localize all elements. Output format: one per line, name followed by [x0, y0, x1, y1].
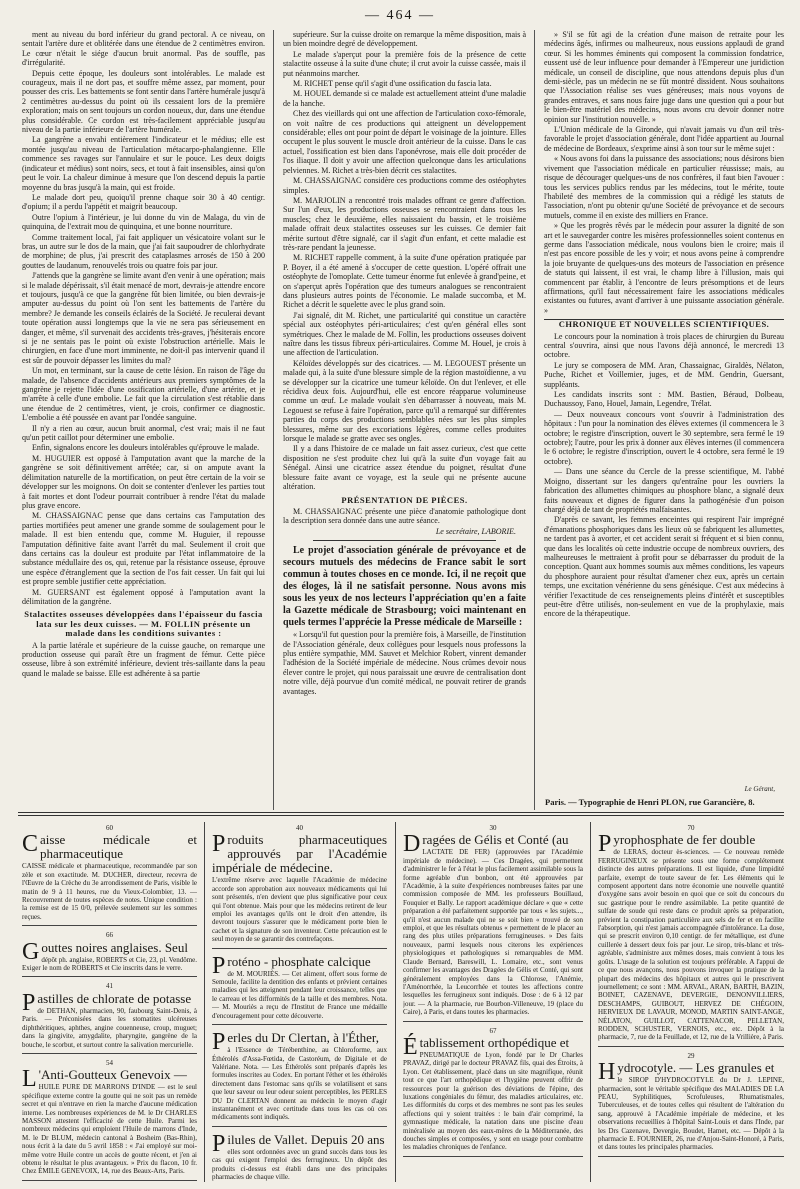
- ad-initial: P: [598, 831, 612, 858]
- paragraph: Le malade s'aperçut pour la première fois de la présence de cette stalactite osseuse à la suite d'une chute; il crut avoir la cuisse cassée, mais il put néanmoins marcher.: [283, 49, 526, 78]
- ad-title: [212, 1029, 387, 1056]
- column-2: [283, 30, 526, 805]
- column-divider: [534, 30, 535, 810]
- paragraph: Chez des vieillards qui ont une affection de l'articulation coxo-fémorale, on voit naître de ces productions qui atteignent un développement considérable; elles ont pour point de départ le voisinage de la jointure. Elles occupent le plus souvent le muscle droit antérieur de la cuisse. Dans le cas actuel, l'ossification est bien dans l'aponévrose, mais elle doit procéder de l'os iliaque. Il doit y avoir une affection quelconque dans les articulations pelviennes. M. Richet a très-bien décrit ces stalactites.: [283, 109, 526, 175]
- ad-initial: P: [212, 1029, 226, 1056]
- paragraph: Le malade dort peu, quoiqu'il prenne chaque soir 30 à 40 centigr. d'opium; il a perdu l'appétit et maigrit beaucoup.: [22, 192, 265, 212]
- ad-body: CAISSE médicale et pharmaceutique, recommandée par son zèle et son exactitude. M. DUCHER, directeur, recevra de l'Œuvre de la Crèche du 3e arrondissement de Paris, visible le matin de 9 à 11 heures, rue du Vieux-Colombier, 13. — Recouvrement de toutes espèces de notes. Unique condition : la remise est de 15 0/0, prélevée seulement sur les sommes reçues.: [22, 862, 197, 921]
- paragraph: Depuis cette époque, les douleurs sont intolérables. Le malade est courageux, mais il ne dort pas, et souffre même assez, par moment, pour pousser des cris. Les battements se font sentir dans l'artère humérale jusqu'à 2 centimètres au-dessus du point où ils cessaient lors de la première exploration; mais on sent toujours un cordon noueux, dur, dans une étendue plus considérable. Ce cordon est très-facilement appréciable jusqu'au niveau de la partie inférieure de l'artère humérale.: [22, 68, 265, 135]
- ad-initial: P: [212, 952, 226, 979]
- paragraph: M. RICHET pense qu'il s'agit d'une ossification du fascia lata.: [293, 79, 492, 89]
- ad-title-text: aisse médicale et pharmaceutique: [40, 832, 197, 862]
- ad-initial: L: [22, 1066, 37, 1093]
- ad-title: [212, 833, 387, 875]
- paragraph: La gangrène a envahi entièrement l'indicateur et le médius; elle est montée jusqu'au niveau de l'articulation métacarpo-phalangienne. Elle commence ses ravages sur l'annulaire et sur le pouce. Les deux doigts (indicateur et médius) sont noirs, secs, et tout à fait insensibles, ainsi qu'on peut le voir. La chaleur diminue à mesure que l'on descend depuis la partie moyenne du bras jusqu'à la main, qui est froide.: [22, 135, 265, 192]
- ads-top-rule: [18, 815, 784, 816]
- paragraph: M. CHASSAIGNAC présente une pièce d'anatomie pathologique dont la description sera donnée dans une autre séance.: [283, 506, 526, 526]
- page-number: — 464 —: [365, 8, 435, 23]
- ad-title-text: ilules de Vallet. Depuis 20 ans: [227, 1131, 385, 1147]
- chronicle-heading: CHRONIQUE ET NOUVELLES SCIENTIFIQUES.: [544, 319, 784, 329]
- paragraph: A la partie latérale et supérieure de la cuisse gauche, on remarque une production osseuse qui paraît être un fragment de fémur. Cette pièce osseuse, libre à son extrémité inférieure, devient très-saillante dans la peau quand le malade se baisse. Elle est adhérente à sa partie: [22, 640, 265, 678]
- ad-title: [403, 1033, 583, 1060]
- paragraph: Il y a dans l'histoire de ce malade un fait assez curieux, c'est que cette disposition ne s'est produite chez lui qu'à la suite d'un voyage fait au Sénégal. Ainsi une cicatrice assez étendue du poignet, résultat d'une blessure faite avant ce voyage, est la seule qui ne présente aucune altération.: [283, 444, 526, 492]
- ad-body: de LERAS, docteur ès-sciences. — Ce nouveau remède FERRUGINEUX se présente sous une forme complétement distincte des autres préparations. Il est liquide, d'une limpidité parfaite, exempt de toute saveur de fer. Les éléments qui le composent apportent dans notre économie une nouvelle quantité d'oxygène sans avoir besoin en quoi que ce soit du concours du suc gastrique pour le rendre assimilable. La petite quantité de sulfate de soude qui reste dans ce produit après sa préparation, prévient la constipation particulière aux sels de fer et en facilite l'absorption, qui n'est jamais accompagnée d'intolérance. La dose, qui se prescrit environ 0,10 centigr. de fer métallique, est d'une cuillerée à dessert deux fois par jour. Le sirop, très-blanc et très-agréable, s'administre aux mêmes doses, mais convient à tous les goûts. L'usage de la solution est toujours préférable. A l'appui de ce que nous avançons, nous pouvons invoquer la pratique de la plupart des médecins des hôpitaux et autres qui le prescrivent journellement; ce sont : MM. ARVAL, ARAN, BARTH, BAZIN, BOINET, CAZENAVE, DEVERGIE, DENONVILLIERS, DESCHAMPS, GUIBOUT, HERVEZ DE CHÉGOIN, HERVIEUX DE LAVAUR, MONOD, MARTIN SAINT-ANGE, NÉLATON, GUILLOT, CATTENACOR, PELLETAN, RODDEN, SCHUSTER, VERNOIS, etc., etc. Dépôt à la pharmacie, 7, rue de la Feuillade, et 12, rue de la Vrillière, à Paris.: [598, 848, 784, 1042]
- ad-title: [212, 952, 387, 979]
- ad-body: LACTATE DE FER) (approuvées par l'Académie impériale de médecine). — Ces Dragées, qui permettent d'administrer le fer à l'état le plus facilement assimilable sous la forme agréable d'un bonbon, ont été approuvées par l'Académie, à la suite d'expériences nombreuses faites par une commission composée de MM. les professeurs Bouillaud, Fouquier et Bally. Le rapport académique déclare « que « cette préparation a été parfaitement supportée par tous « les sujets..., qu'il n'est aucun malade qui ne se soit bien « trouvé de son emploi, et que les résultats obtenus « permettent de le placer au rang des plus utiles préparations ferrugineuses. » Des faits nouveaux, parmi lesquels nous citerons les expériences physiologiques et pathologiques si remarquables de MM. Claude Bernard, Bareswill, L. Lomaire, etc., sont venus confirmer les avantages des Dragées de Gélis et Conté, qui sont généralement employées dans la Chlorose, l'Anémie, l'Aménorrhée, la Leucorrhée et toutes les affections contre lesquelles les ferrugineux sont indiqués. Dose : de 6 à 12 par jour. — A la pharmacie, rue Bourbon-Villeneuve, 19 (place du Caire), à Paris, et dans toutes les pharmacies.: [403, 848, 583, 1017]
- advertisement: [403, 1025, 583, 1157]
- paragraph: M. CHASSAIGNAC considère ces productions comme des ostéophytes simples.: [283, 176, 526, 195]
- ad-title: [598, 1059, 784, 1086]
- ad-title-text: astilles de chlorate de potasse: [37, 990, 192, 1006]
- ad-number: 41: [106, 982, 113, 991]
- advertisement: [212, 822, 387, 949]
- ad-initial: C: [22, 831, 39, 858]
- ad-title-text: tablissement orthopédique et: [419, 1034, 570, 1050]
- secretary-signature: Le secrétaire, LABORIE.: [435, 526, 516, 536]
- paragraph: Il n'y a rien au cœur, aucun bruit anormal, c'est vrai; mais il ne faut qu'un petit caillot pour déterminer une embolie.: [22, 423, 265, 443]
- paragraph: L'Union médicale de la Gironde, qui n'avait jamais vu d'un œil très-favorable le projet d'association générale, dont l'idée appartient au Journal de médecine de Bordeaux, s'exprime ainsi à son tour sur le même sujet :: [544, 125, 784, 153]
- ad-title-text: erles du Dr Clertan, à l'Éther,: [227, 1030, 379, 1046]
- ads-column-1: [22, 822, 197, 1182]
- manager-signature: Le Gérant,: [744, 785, 775, 793]
- paragraph: Comme traitement local, j'ai fait appliquer un vésicatoire volant sur le bras, un autre sur le dos de la main, que j'ai fait saupoudrer de chlorhydrate de morphine; de plus, j'ai prescrit des cataplasmes arrosés de 150 à 200 gouttes de laudanum, renouvelés trois ou quatre fois par jour.: [22, 232, 265, 270]
- ads-top-rule: [18, 812, 784, 813]
- ads-column-3: [403, 822, 583, 1182]
- column-3: [544, 30, 784, 805]
- paragraph: Kéloïdes développés sur des cicatrices. — M. LEGOUEST présente un malade qui, à la suite d'une blessure simple de la région mastoïdienne, a vu se développer sur la cicatrice une tumeur kéloïde. On dut l'enlever, et elle récidiva deux fois. Aujourd'hui, elle est encore réapparue volumineuse comme un œuf. Le malade voulait s'en débarrasser à nouveau, mais M. Legouest se refuse à faire l'opération, parce qu'il a remarqué sur différentes parties du corps des productions semblables nées sur les plus simples blessures, même sur des excoriations légères, comme celles produites lorsque le malade se gratte avec ses ongles.: [283, 358, 526, 444]
- paragraph: ment au niveau du bord inférieur du grand pectoral. A ce niveau, on sentait l'artère dure et oblitérée dans une étendue de 2 centimètres environ. Le cœur n'était le siége d'aucun bruit anormal. Pas de souffle, pas d'irrégularité.: [22, 30, 265, 68]
- ad-number: 60: [106, 824, 113, 832]
- advertisement: [22, 980, 197, 1053]
- ad-initial: D: [403, 831, 421, 858]
- ad-title: [598, 831, 784, 858]
- ad-body: dépôt ph. anglaise, ROBERTS et Cie, 23, pl. Vendôme. Exiger le nom de ROBERTS et Cie inscrits dans le verre.: [22, 955, 197, 973]
- advertisement: [212, 952, 387, 1025]
- advertisement: [403, 822, 583, 1022]
- news-paragraph: Le concours pour la nomination à trois places de chirurgien du Bureau central s'ouvrira, ainsi que nous l'avons déjà annoncé, le mercredi 13 octobre.: [544, 331, 784, 360]
- ad-number: 66: [106, 931, 113, 940]
- news-paragraph: — Deux nouveaux concours vont s'ouvrir à l'administration des hôpitaux : l'un pour la nomination des élèves externes (il commencera le 3 octobre; le registre d'inscription, ouvert le 30 septembre, sera fermé le 19 octobre); l'autre, pour les prix à donner aux élèves internes (il commencera le 6 octobre; le registre d'inscription, ouvert le 4 octobre, sera fermé le 19 octobre).: [544, 409, 784, 466]
- ad-number: 54: [106, 1058, 113, 1067]
- paragraph: Un mot, en terminant, sur la cause de cette lésion. En raison de l'âge du malade, de l'absence d'accidents antérieurs aux premiers symptômes de la gangrène je rejette l'idée d'une ossification artérielle, d'une artérite, et je m'arrête à celle d'une embolie. Le fait que la circulation s'est rétablie dans une étendue de 2 centimètres, vient, je crois, confirmer ce diagnostic. L'embolie a été poussée en avant par l'ondée sanguine.: [22, 366, 265, 423]
- paragraph: J'attends que la gangrène se limite avant d'en venir à une opération; mais si le malade dépérissait, s'il était menacé de mort, devrais-je attendre encore et toujours, jusqu'à ce que la gangrène fût bien limitée, ou bien devrais-je amputer au-dessus du point où l'on sent les battements de l'artère du membre? Je demande les conseils éclairés de la Société. Je reculerai devant toute opération aussi longtemps que la vie ne sera pas sérieusement en danger, et même, s'il survenait des accidents très-graves, j'hésiterais encore si je ne sentais pas le point où existe l'obstruction artérielle. Mais le chirurgien, en face d'une mort imminente, ne doit-il pas intervenir quand il est sûr de pouvoir dépasser les limites du mal?: [22, 271, 265, 365]
- news-paragraph: D'après ce savant, les femmes enceintes qui respirent l'air imprégné d'émanations phosphoriques dans les lieux où se fabriquent les allumettes, ne tardent pas à avorter, et cet accident serait si fréquent et si bien connu, que dans les localités où cette industrie occupe de nombreux ouvriers, des malheureuses le mettraient à profit pour se débarrasser du produit de la conception. Quant aux hommes soumis aux mêmes conditions, les vapeurs du phosphore auraient pour résultat d'amener chez eux, après un certain temps, une excitation vénérienne du sens génésique. C'est aux médecins à vérifier l'exactitude de ces renseignements pleins d'intérêt et susceptibles peut-être d'être utilisés, non-seulement en vue de la prophylaxie, mais encore de la thérapeutique.: [544, 515, 784, 619]
- ad-initial: H: [598, 1059, 616, 1086]
- ad-body: de M. MOURIÈS. — Cet aliment, offert sous forme de Semoule, facilite la dentition des enfants et prévient certaines maladies qui les atteignent pendant leur croissance, telles que le carreau et les difformités de la taille et des membres. Nota. — M. Mouriès a reçu de l'Institut de France une médaille d'encouragement pour cette découverte.: [212, 969, 387, 1020]
- paragraph: « Nous avons foi dans la puissance des associations; nous désirons bien vivement que l'association médicale en particulier réussisse; mais, au risque de décourager quelques-uns de nos confrères, il faut bien l'avouer : tous les services publics rendus par les médecins, tout le mérite, toute l'habileté des membres de la commission qui a rédigé les statuts de l'association, n'ont pu obtenir qu'une Société de prévoyance et de secours mutuels, comme il en existe des milliers en France.: [544, 154, 784, 220]
- ad-body: PNEUMATIQUE de Lyon, fondé par le Dr Charles PRAVAZ, dirigé par le docteur PRAVAZ fils, quai des Étroits, à Lyon. Cet établissement, placé dans un site magnifique, réunit tout ce que l'art orthopédique et l'hygiène peuvent offrir de ressources pour la guérison des déviations de l'épine, des luxations congéniales du fémur, des maladies articulaires, etc. Les difformités du corps et des membres ne sont pas les seules affections qui y soient traitées : le bain d'air comprimé, la gymnastique médicale, la natation dans une piscine d'eau minéralisée au moyen des eaux-mères de la Méditerranée, des douches simples et composées, y sont en usage pour combattre les maladies chroniques de l'enfance.: [403, 1050, 583, 1152]
- separator-rule: [313, 540, 496, 541]
- paragraph: M. HOUEL demande si ce malade est actuellement atteint d'une maladie de la hanche.: [283, 89, 526, 108]
- ad-initial: G: [22, 938, 40, 965]
- ad-number: 70: [687, 824, 695, 832]
- column-divider: [273, 30, 274, 810]
- ad-title: [403, 831, 583, 858]
- ads-divider: [204, 822, 205, 1182]
- ad-number: 30: [489, 824, 497, 832]
- ad-body: L'extrême réserve avec laquelle l'Académie de médecine accorde son approbation aux nouveaux médicaments qui lui sont présentés, n'en devient que plus significative pour ceux qui l'ont obtenue. Mais pour que les médecins retirent de leur emploi les avantages qu'ils ont le droit d'en attendre, ils devront toujours s'assurer que le médicament porte bien le cachet et la signature de son inventeur. Cette précaution est le seul moyen de se garantir des contrefaçons.: [212, 876, 387, 944]
- ad-number: 67: [489, 1026, 497, 1035]
- paragraph: Enfin, signalons encore les douleurs intolérables qu'éprouve le malade.: [32, 443, 260, 453]
- advertisement: [598, 822, 784, 1047]
- ad-body: HUILE PURE DE MARRONS D'INDE — est le seul spécifique externe contre la goutte qui ne soit pas un remède secret et qui n'entrave en rien la marche d'aucune médication interne. Les nombreuses expériences de M. le Dr CHARLES MASSON attestent l'efficacité de cette Huile. Parmi les nombreux médecins qui emploient l'Huile de marrons d'Inde, M. le Dr BLUM, médecin cantonal à Bosheim (Bas-Rhin), nous écrit à la date du 5 avril 1858 : « J'ai employé sur moi-même votre Huile contre un accès de goutte récent, et j'en ai obtenu le résultat le plus avantageux. » Prix du flacon, 10 fr. Chez ÉMILE GENEVOIX, 14, rue des Beaux-Arts, Paris.: [22, 1083, 197, 1176]
- printer-line: Paris. — Typographie de Henri PLON, rue Garancière, 8.: [545, 797, 755, 807]
- ad-title-text: roduits pharmaceutiques approuvés par l'Académie impériale de médecine.: [212, 832, 387, 876]
- news-paragraph: Le jury se composera de MM. Aran, Chassaignac, Giraldès, Nélaton, Puche, Richet et Voillemier, juges, et de MM. Gendrin, Guersant, suppléants.: [544, 360, 784, 389]
- paragraph: » Que les progrès rêvés par le médecin pour assurer la dignité de son art et le sauvegarder contre les misères professionnelles soient contenus en germe dans l'association médicale, nous voulons bien le croire; mais il n'est pas encore possible de les y voir; et nous avons peine à comprendre la joie bruyante de quelques-uns des moteurs de l'association en présence de statuts qui laissent, il est vrai, le champ libre à l'illusion, mais qui commencent par établir, à l'encontre de leurs présomptions et de leurs affirmations, qu'il faut nécessairement faire les associations médicales existantes ou futures, avant d'arriver à une puissante association générale. »: [544, 221, 784, 315]
- ads-divider: [590, 822, 591, 1182]
- paragraph: supérieure. Sur la cuisse droite on remarque la même disposition, mais à un bien moindre degré de développement.: [283, 30, 526, 49]
- ads-divider: [395, 822, 396, 1182]
- lead-paragraph: Le projet d'association générale de prévoyance et de secours mutuels des médecins de France sabit le sort commun à toutes choses en ce monde. Ici, il ne reçoit que des éloges, là il ne satisfait personne. Nous avons mis sous les yeux de nos lecteurs l'appréciation qu'en a faite la Gazette médicale de Strasbourg; voici maintenant en quels termes l'apprécie la Presse médicale de Marseille :: [283, 545, 526, 629]
- ad-title: [22, 833, 197, 861]
- ad-body: à l'Essence de Térébenthine, au Chloroforme, aux Éthérolés d'Assa-Fœtida, de Castoréum, de Digitale et de Valériane. Nota. — Les Éthérolés sont préparés d'après les formules inscrites au Codex. En portant l'éther et les éthérolés directement dans l'estomac sans qu'ils se volatilisent et sans que leur saveur ou leur odeur soient perceptibles, les PERLES DU Dr CLERTAN donnent au médecin le moyen d'agir instantanément et avec certitude dans tous les cas où ces médicaments sont indiqués.: [212, 1046, 387, 1122]
- ad-initial: P: [22, 989, 36, 1016]
- ad-title-text: ydrocotyle. — Les granules et: [617, 1060, 775, 1076]
- advertisement: [598, 1050, 784, 1157]
- ad-number: 29: [687, 1051, 695, 1060]
- section-heading: PRÉSENTATION DE PIÈCES.: [341, 494, 468, 505]
- ad-initial: P: [212, 831, 226, 858]
- column-1: [22, 30, 265, 805]
- news-paragraph: — Dans une séance du Cercle de la presse scientifique, M. l'abbé Moigno, dissertant sur les dangers qu'entraîne pour les ouvriers la fabrication des allumettes chimiques au phosphore blanc, a signalé deux faits nouveaux et dignes de figurer dans la pathogénésie d'un poison chargé déjà de tant de propriétés malfaisantes.: [544, 467, 784, 514]
- advertisement: [22, 1057, 197, 1181]
- paragraph: Outre l'opium à l'intérieur, je lui donne du vin de Malaga, du vin de quinquina, de l'extrait mou de quinquina, et une bonne nourriture.: [22, 212, 265, 232]
- ad-body: le SIROP D'HYDROCOTYLE du Dr J. LEPINE, pharmacien, sont le véritable spécifique des MALADIES DE LA PEAU, Syphilitiques, Scrofuleuses, Rhumatismales, Tuberculeuses, et de toutes celles qui résultent de l'altération du sang, approuvé à l'Académie impériale de médecine, et les observations recueillies à l'hôpital Saint-Louis et dans l'Inde, par les Drs Cazenave, Devergie, Boudet, Hamet, etc. — Dépôt à la pharmacie E. FOURNIER, 26, rue d'Anjou-Saint-Honoré, à Paris, et dans toutes les principales pharmacies.: [598, 1076, 784, 1152]
- advertisement: [22, 822, 197, 926]
- ad-title-text: 'Anti-Goutteux Genevoix —: [38, 1067, 187, 1083]
- news-paragraph: Les candidats inscrits sont : MM. Bastien, Béraud, Dolbeau, Duchaussoy, Fano, Houel, Jamain, Legendre, Trélat.: [544, 390, 784, 409]
- advertisement: [212, 1028, 387, 1127]
- ad-title: [22, 989, 197, 1016]
- paragraph: M. RICHET rappelle comment, à la suite d'une opération pratiquée par P. Boyer, il a été amené à s'occuper de cette question. L'opéré offrait une ostéophyte de l'omoplate. Cette tumeur énorme fut enlevée à grand'peine, et on s'aperçut après l'opération que des tumeurs analogues se rencontraient dans plusieurs autres points de l'économie. Le malade succomba, et M. Richet a décrit le squelette avec le plus grand soin.: [283, 253, 526, 310]
- ad-initial: É: [403, 1033, 418, 1060]
- ad-body: de DETHAN, pharmacien, 90, faubourg Saint-Denis, à Paris. — Préconisées dans les stomatites ulcéreuses diphthéritiques, aphthes, angine couenneuse, croup, muguet; dans la gingivite, amygdalite, pharyngite, gangrène de la bouche, le scorbut, et surtout contre la salivation mercurielle.: [22, 1006, 197, 1049]
- paragraph: M. GUERSANT est également opposé à l'amputation avant la délimitation de la gangrène.: [22, 587, 265, 606]
- ad-title-text: yrophosphate de fer double: [613, 832, 756, 848]
- paragraph: M. MARJOLIN a rencontré trois malades offrant ce genre d'affection. Sur l'un d'eux, les productions osseuses se rencontraient dans tous les muscles; chez le deuxième, elles naissaient du bassin, et le troisième malade offrait deux stalactites osseuses sur les cuisses. Ce dernier fait mérite surtout d'être signalé, car il s'agit d'un enfant, et cette maladie est très-rare pendant la jeunesse.: [283, 195, 526, 252]
- paragraph: M. CHASSAIGNAC pense que dans certains cas l'amputation des parties mortifiées peut amener une grande somme de soulagement pour le malade. Il est bien entendu que, comme M. Huguier, il repousse l'amputation définitive faite avant l'arrêt du mal. Seulement il croit que dans certains cas la douleur est produite par l'état inflammatoire de la substance médullaire des os, qui, retenue par la résistance osseuse, éprouve une espèce d'étranglement que la section de l'os fait cesser. Un fait qui lui est propre semble justifier cette appréciation.: [22, 511, 265, 587]
- advertisement: [212, 1130, 387, 1182]
- advertisement: [22, 929, 197, 977]
- ads-column-2: [212, 822, 387, 1182]
- section-heading: Stalactites osseuses développées dans l'épaisseur du fascia lata sur les deux cuisses. — M. FOLLIN présente un malade dans les conditions suivantes :: [24, 609, 263, 639]
- ad-title-text: outtes noires anglaises. Seul: [41, 939, 188, 955]
- paragraph: J'ai signalé, dit M. Richet, une particularité qui constitue un caractère spécial aux ostéophytes péri-articulaires; c'est qu'en général elles sont symétriques. Chez le malade de M. Follin, les productions osseuses doivent naître dans les tissus fibreux péri-articulaires. Comme M. Houel, je crois à une affection de l'articulation.: [283, 310, 526, 358]
- paragraph: M. HUGUIER est opposé à l'amputation avant que la marche de la gangrène se soit définitivement arrêtée; car, si on ampute avant la délimitation naturelle de la mortification, on peut être certain de la voir se développer sur les moignons. On doit se contenter d'enlever les parties tout à fait mortes et dont l'odeur pourrait contribuer à rendre l'état du malade plus grave encore.: [22, 453, 265, 510]
- ad-title-text: roténo - phosphate calcique: [227, 953, 371, 969]
- ad-number: 40: [296, 824, 303, 832]
- ad-title-text: ragées de Gélis et Conté (au: [422, 832, 569, 848]
- ads-column-4: [598, 822, 784, 1182]
- ad-initial: P: [212, 1130, 226, 1157]
- ad-title: [22, 1066, 197, 1093]
- ad-title: [212, 1130, 387, 1157]
- ad-body: elles sont ordonnées avec un grand succès dans tous les cas qui exigent l'emploi des ferrugineux. Un dépôt des produits ci-dessus est établi dans une des principales pharmacies de chaque ville.: [212, 1147, 387, 1181]
- quote-paragraph: « Lorsqu'il fut question pour la première fois, à Marseille, de l'institution de l'Association générale, deux collègues pour lesquels nous professons la plus entière sympathie, MM. Sauvet et Melchior Robert, vinrent demander l'adhésion de la Société impériale de médecine. Nous crûmes devoir nous élever contre le projet, qui nous paraissait une œuvre de centralisation dont notre ville, déjà pourvue d'un comité médical, ne pouvait retirer de grands avantages.: [283, 630, 526, 696]
- paragraph: » S'il se fût agi de la création d'une maison de retraite pour les médecins âgés, infirmes ou malheureux, nous eussions applaudi de grand cœur. Si les hommes éminents qui composent la commission fondatrice, eussent usé de leur influence pour demander à l'Empereur une juridiction médicale, un conseil de discipline, que nous attendons depuis plus d'un demi-siècle, pas un médecin ne se fût montré dissident. Nous souhaitons que l'Association réalise ses vues généreuses; mais nous voyons de grandes entraves, et sans nous faire juge dans une question qui a pour but le bien-être matériel des médecins, nous avons cru devoir donner notre opinion sur l'institution nouvelle. »: [544, 30, 784, 124]
